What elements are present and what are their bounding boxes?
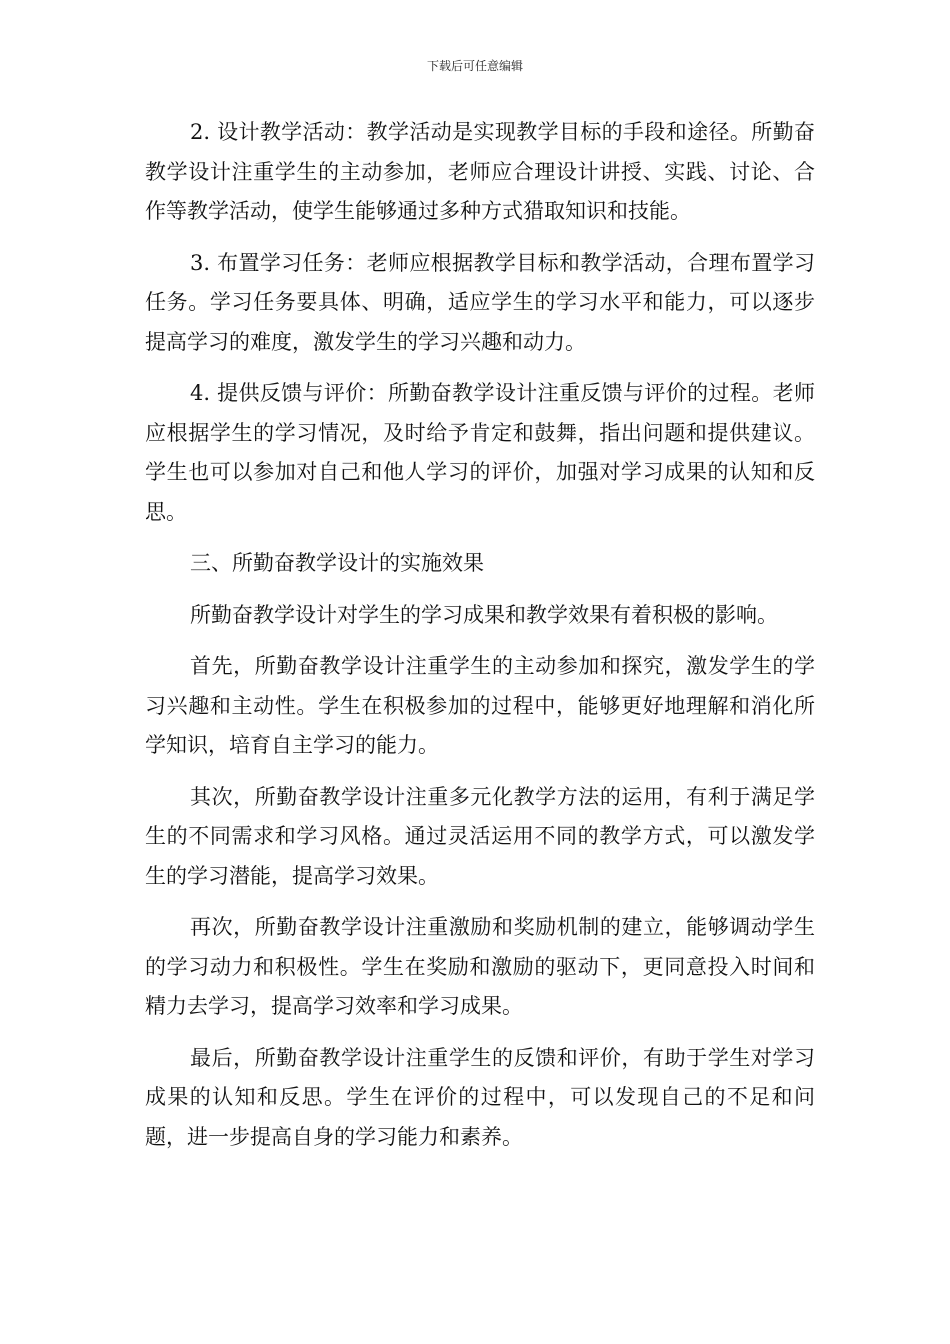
document-body [145, 113, 815, 1169]
paragraph-second: 其次，所勤奋教学设计注重多元化教学方法的运用，有利于满足学生的不同需求和学习风格。通过灵活运用不同的教学方式，可以激发学生的学习潜能，提高学习效果。 [145, 784, 815, 888]
paragraph-first: 首先，所勤奋教学设计注重学生的主动参加和探究，激发学生的学习兴趣和主动性。学生在积极参加的过程中，能够更好地理解和消化所学知识，培育自主学习的能力。 [145, 654, 815, 757]
paragraph-effects-intro: 所勤奋教学设计对学生的学习成果和教学效果有着积极的影响。 [190, 602, 778, 627]
paragraph-design-activities: 2. 设计教学活动：教学活动是实现教学目标的手段和途径。所勤奋教学设计注重学生的主动参加，老师应合理设计讲授、实践、讨论、合作等教学活动，使学生能够通过多种方式猎取知识和技能。 [145, 120, 815, 223]
paragraph-assign-tasks: 3. 布置学习任务：老师应根据教学目标和教学活动，合理布置学习任务。学习任务要具体、明确，适应学生的学习水平和能力，可以逐步提高学习的难度，激发学生的学习兴趣和动力。 [145, 250, 815, 354]
paragraph-third: 再次，所勤奋教学设计注重激励和奖励机制的建立，能够调动学生的学习动力和积极性。学生在奖励和激励的驱动下，更同意投入时间和精力去学习，提高学习效率和学习成果。 [145, 915, 815, 1018]
paragraph-last: 最后，所勤奋教学设计注重学生的反馈和评价，有助于学生对学习成果的认知和反思。学生在评价的过程中，可以发现自己的不足和问题，进一步提高自身的学习能力和素养。 [145, 1045, 815, 1149]
page-header: 下载后可任意编辑 [426, 59, 523, 73]
section-heading: 三、所勤奋教学设计的实施效果 [190, 551, 484, 575]
paragraph-feedback-evaluation: 4. 提供反馈与评价：所勤奋教学设计注重反馈与评价的过程。老师应根据学生的学习情况，及时给予肯定和鼓舞，指出问题和提供建议。学生也可以参加对自己和他人学习的评价，加强对学习成果的认知和反思。 [145, 381, 815, 524]
